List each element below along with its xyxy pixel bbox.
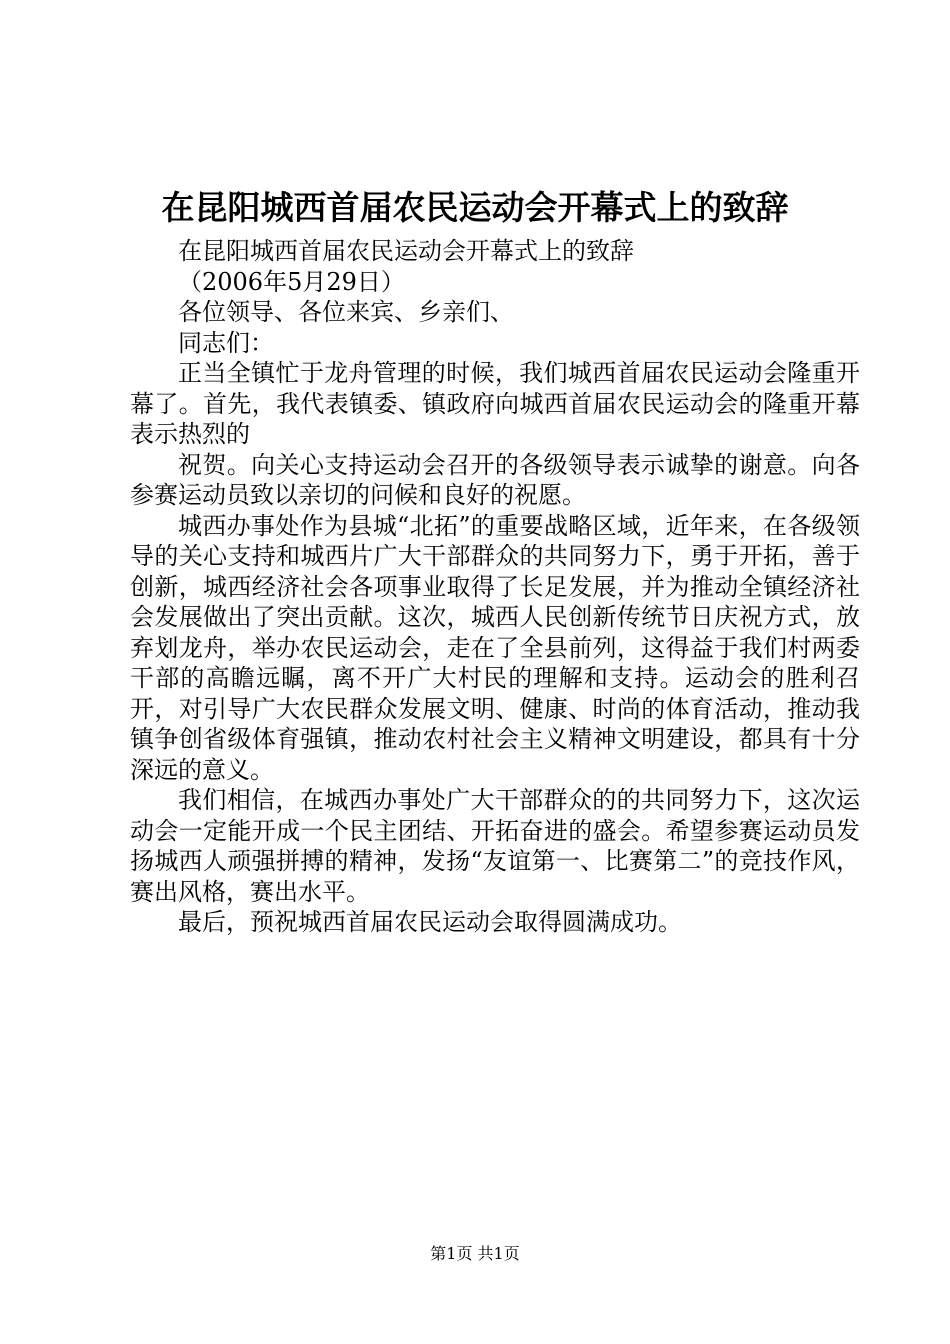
body-paragraph: 城西办事处作为县城“北拓”的重要战略区域，近年来，在各级领导的关心支持和城西片广大干部群众的共同努力下，勇于开拓，善于创新，城西经济社会各项事业取得了长足发展，并为推动全镇经济社会发展做出了突出贡献。这次，城西人民创新传统节日庆祝方式，放弃划龙舟，举办农民运动会，走在了全县前列，这得益于我们村两委干部的高瞻远瞩，离不开广大村民的理解和支持。运动会的胜利召开，对引导广大农民群众发展文明、健康、时尚的体育活动，推动我镇争创省级体育强镇，推动农村社会主义精神文明建设，都具有十分深远的意义。 — [130, 511, 860, 784]
body-paragraph: 祝贺。向关心支持运动会召开的各级领导表示诚挚的谢意。向各参赛运动员致以亲切的问候和良好的祝愿。 — [130, 450, 860, 509]
document-body — [130, 236, 860, 938]
document-title: 在昆阳城西首届农民运动会开幕式上的致辞 — [161, 188, 789, 227]
page-number-footer: 第1页 共1页 — [430, 1244, 520, 1263]
salutation-paragraph: 各位领导、各位来宾、乡亲们、 — [178, 298, 514, 326]
heading-paragraph: 在昆阳城西首届农民运动会开幕式上的致辞 — [178, 237, 634, 265]
salutation-paragraph: 同志们： — [178, 328, 274, 357]
closing-paragraph: 最后，预祝城西首届农民运动会取得圆满成功。 — [178, 908, 682, 936]
body-paragraph: 我们相信，在城西办事处广大干部群众的的共同努力下，这次运动会一定能开成一个民主团结、开拓奋进的盛会。希望参赛运动员发扬城西人顽强拼搏的精神，发扬“友谊第一、比赛第二”的竞技作风，赛出风格，赛出水平。 — [130, 786, 860, 906]
date-paragraph: （2006年5月29日） — [178, 267, 405, 296]
body-paragraph: 正当全镇忙于龙舟管理的时候，我们城西首届农民运动会隆重开幕了。首先，我代表镇委、镇政府向城西首届农民运动会的隆重开幕表示热烈的 — [130, 359, 860, 448]
